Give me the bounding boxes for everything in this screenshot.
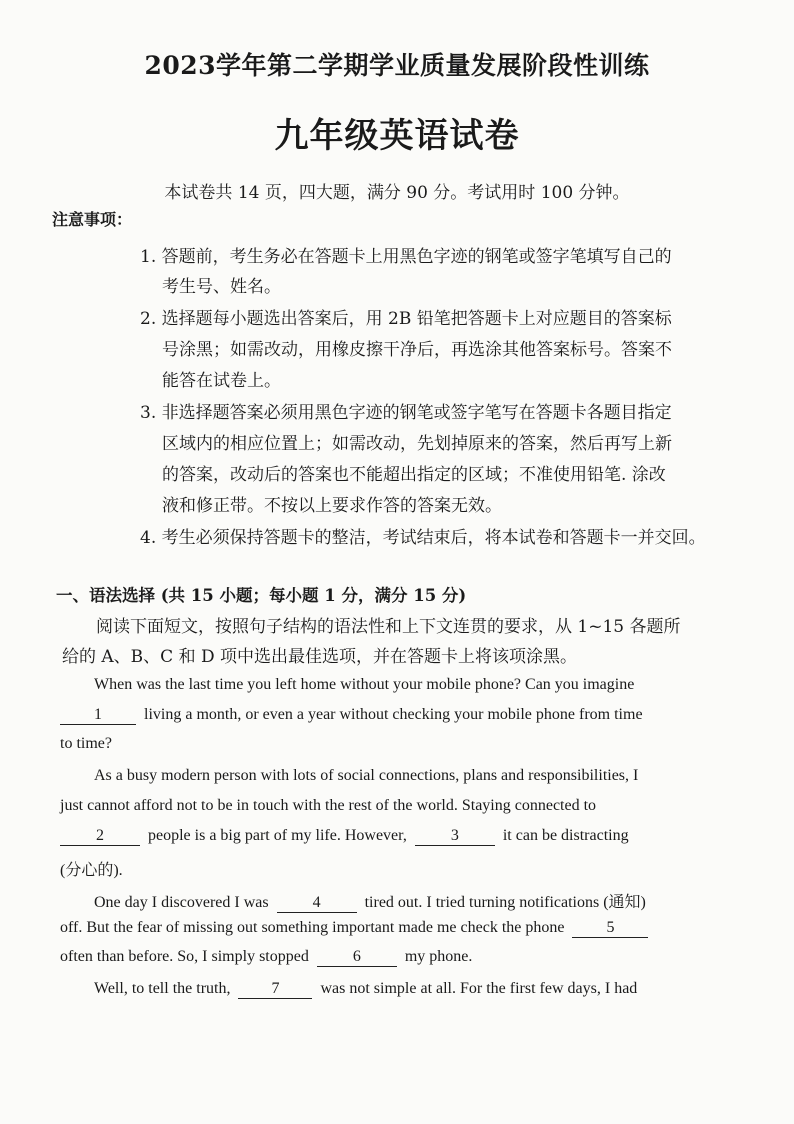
exam-subtitle: 九年级英语试卷 <box>274 116 520 156</box>
answer-blank-7: 7 <box>238 981 312 999</box>
passage-text: was not simple at all. For the first few days, I had <box>320 980 638 997</box>
note-line: 液和修正带。不按以上要求作答的答案无效。 <box>162 496 502 516</box>
answer-blank-5: 5 <box>572 920 648 938</box>
note-line: 考生号、姓名。 <box>162 277 281 297</box>
section-instruction: 阅读下面短文，按照句子结构的语法性和上下文连贯的要求，从 1~15 各题所 <box>96 617 681 637</box>
passage-text: One day I discovered I was <box>94 894 269 911</box>
passage-text: tired out. I tried turning notifications (通知) <box>364 894 646 911</box>
answer-blank-2: 2 <box>60 828 140 846</box>
note-line: 号涂黑；如需改动，用橡皮擦干净后，再选涂其他答案标号。答案不 <box>162 340 672 360</box>
passage-line: As a busy modern person with lots of social connections, plans and responsibilities, I <box>94 767 639 784</box>
note-line: 能答在试卷上。 <box>162 371 281 391</box>
section-instruction: 给的 A、B、C 和 D 项中选出最佳选项，并在答题卡上将该项涂黑。 <box>62 647 578 667</box>
passage-text: off. But the fear of missing out something important made me check the phone <box>60 919 565 936</box>
passage-line: to time? <box>60 735 112 752</box>
exam-title: 2023学年第二学期学业质量发展阶段性训练 <box>144 51 650 80</box>
passage-text: people is a big part of my life. However, <box>148 827 407 844</box>
passage-line <box>94 980 637 999</box>
answer-blank-4: 4 <box>277 895 357 913</box>
note-line: 4. 考生必须保持答题卡的整洁，考试结束后，将本试卷和答题卡一并交回。 <box>140 528 706 548</box>
passage-text: my phone. <box>404 948 473 965</box>
passage-line <box>60 706 643 725</box>
passage-line: (分心的). <box>60 862 123 879</box>
passage-line <box>60 827 629 846</box>
passage-line <box>60 919 652 938</box>
note-line: 区域内的相应位置上；如需改动，先划掉原来的答案，然后再写上新 <box>162 434 672 454</box>
passage-line <box>94 889 646 913</box>
note-line: 3. 非选择题答案必须用黑色字迹的钢笔或签字笔写在答题卡各题目指定 <box>140 403 672 423</box>
passage-text: living a month, or even a year without checking your mobile phone from time <box>144 706 643 723</box>
answer-blank-3: 3 <box>415 828 495 846</box>
passage-text: Well, to tell the truth, <box>94 980 231 997</box>
passage-line <box>60 948 472 967</box>
note-line: 2. 选择题每小题选出答案后，用 2B 铅笔把答题卡上对应题目的答案标 <box>140 309 672 329</box>
note-line: 1. 答题前，考生务必在答题卡上用黑色字迹的钢笔或签字笔填写自己的 <box>140 247 672 267</box>
notes-heading: 注意事项： <box>52 210 133 229</box>
passage-line: just cannot afford not to be in touch with the rest of the world. Staying connected to <box>60 797 597 814</box>
passage-text: often than before. So, I simply stopped <box>60 948 309 965</box>
answer-blank-6: 6 <box>317 949 397 967</box>
section-heading: 一、语法选择 (共 15 小题；每小题 1 分，满分 15 分) <box>56 586 467 605</box>
passage-line: When was the last time you left home without your mobile phone? Can you imagine <box>94 676 635 693</box>
answer-blank-1: 1 <box>60 707 136 725</box>
passage-text: it can be distracting <box>502 827 629 844</box>
note-line: 的答案，改动后的答案也不能超出指定的区域；不准使用铅笔. 涂改 <box>162 465 666 485</box>
exam-intro: 本试卷共 14 页，四大题，满分 90 分。考试用时 100 分钟。 <box>164 183 630 203</box>
